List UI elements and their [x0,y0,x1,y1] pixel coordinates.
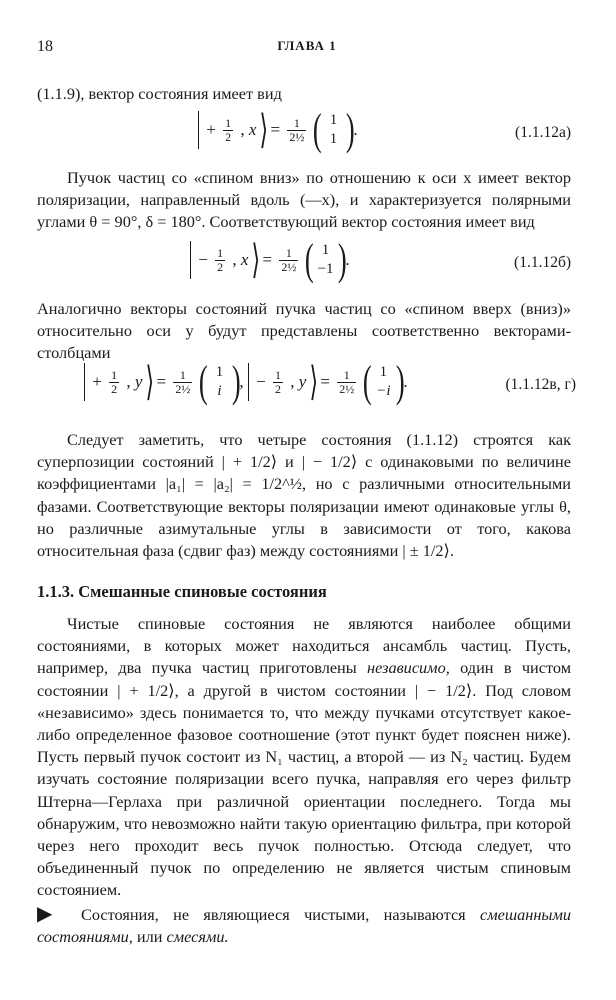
paragraph-mixed-states: Чистые спиновые состояния не являются наиболее общими состояниями, в которых может находиться ансамбль частиц. Пусть, например, два пучка частиц приготовлены независимо, один в чистом состоянии | + 1/2⟩, а другой в чистом состоянии | − 1/2⟩. Под словом «независимо» здесь понимается то, что между пучками отсутствует какое-либо определенное фазовое соотношение (этот пункт будет пояснен ниже). Пусть первый пучок состоит из N₁ частиц, а второй — из N₂ частиц. Будем изучать состояние поляризации всего пучка, направляя его через фильтр Штерна—Герлаха при различной ориентации последнего. Тогда мы обнаружим, что невозможно найти такую ориентацию фильтра, при которой через него проходит весь пучок полностью. Отсюда следует, что объединенный пучок по определению не является чистым спиновым состоянием. [37,614,571,900]
coefficient: $\frac{1}{\text{2½}}$ [281,245,297,274]
ket-fraction: $\frac{1}{2}$ [217,245,224,274]
ket-fraction: $\frac{1}{2}$ [225,115,232,144]
emphasis-mixed-states: смешанными состояниями, [37,905,571,947]
column-vector: 1 i [215,364,224,399]
ket-left-bar [190,241,191,279]
ket-fraction: $\frac{1}{2}$ [111,367,118,396]
coefficient: $\frac{1}{\text{2½}}$ [339,367,355,396]
ket-left-bar [248,363,249,401]
paragraph-intro: (1.1.9), вектор состояния имеет вид [37,84,282,103]
ket-fraction: $\frac{1}{2}$ [275,367,281,396]
emphasis-independently: независимо, [367,658,450,678]
section-title: 1.1.3. Смешанные спиновые состояния [37,582,327,601]
ket-right-angle: ⟩ [259,107,268,152]
ket-left-bar [198,111,199,149]
ket-sign: + [206,120,216,139]
equation-label-a: (1.1.12а) [515,124,571,141]
paragraph-spin-down: Пучок частиц со «спином вниз» по отношению к оси x имеет вектор поляризации, направленный вдоль (—x), и характеризуется полярными углами θ = 90°, δ = 180°. Соответствующий вектор состояния имеет вид [37,168,571,232]
running-header [37,38,577,60]
paragraph-superposition: Следует заметить, что четыре состояния (1.1.12) строятся как суперпозиции состояний | + 1/2⟩ и | − 1/2⟩ с одинаковыми по величине коэффициентами |a₁| = |a₂| = 1/2^½, но с различными относительными фазами. Соответствующие векторы поляризации имеют одинаковые углы θ, но различные азимутальные углы в зависимости от того, какова относительная фаза (сдвиг фаз) между состояниями | ± 1/2⟩. [37,430,571,561]
ket-right-angle: ⟩ [251,237,260,282]
chapter-title: ГЛАВА 1 [277,38,337,53]
column-vector: 1 −i [376,364,391,399]
ket-left-bar [84,363,85,401]
ket-sign: − [198,250,208,269]
column-vector: 1 −1 [317,242,334,277]
ket-axis: x [240,250,249,269]
equation-1-1-12a: + $\frac{1}{2}$ , x ⟩ = $\frac{1}{\text{2½}}$ ( 1 1 ). [198,110,358,160]
emphasis-mixtures: смесями. [166,927,229,947]
coefficient: $\frac{1}{\text{2½}}$ [289,115,305,144]
ket-axis: x [248,120,257,139]
equation-label-b: (1.1.12б) [514,254,571,271]
column-vector: 1 1 [329,112,338,147]
equation-1-1-12b: − $\frac{1}{2}$ , x ⟩ = $\frac{1}{\text{2½}}$ ( 1 −1 ). [190,240,350,290]
equation-1-1-12cd: + $\frac{1}{2}$ , y ⟩ = $\frac{1}{\text{2½}}$ ( 1 i ), − $\frac{1}{2}$ , y ⟩ = $\frac{1}{\text{2½}}$ ( 1 −i ). [84,362,408,412]
paragraph-definition: ▶ Состояния, не являющиеся чистыми, называются смешанными состояниями, или смесями. [37,903,571,947]
page-number: 18 [37,38,53,55]
equation-label-cd: (1.1.12в, г) [505,376,576,393]
triangle-marker-icon: ▶ [37,903,63,925]
paragraph-y-axis: Аналогично векторы состояний пучка частиц со «спином вверх (вниз)» относительно оси y будут представлены соответственно векторами-столбцами [37,299,571,363]
coefficient: $\frac{1}{\text{2½}}$ [175,367,191,396]
